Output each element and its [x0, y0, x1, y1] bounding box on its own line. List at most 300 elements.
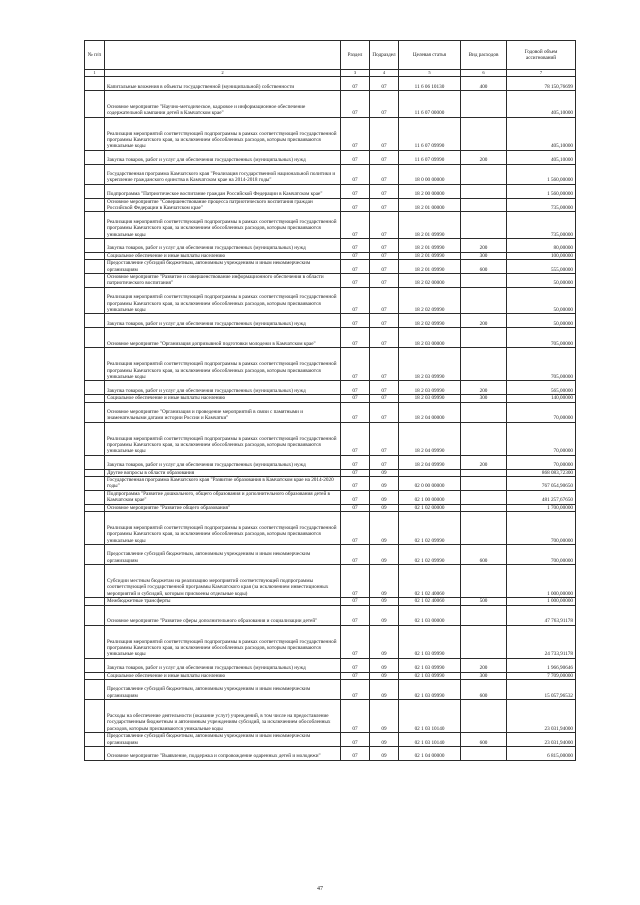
row-num-cell: [85, 455, 105, 469]
row-amount-cell: 70,00000: [507, 422, 576, 455]
row-vr-cell: 600: [461, 545, 507, 565]
row-amount-cell: 1 000,00000: [507, 598, 576, 605]
row-csr-cell: 18 2 00 00000: [399, 184, 461, 198]
row-name-cell: Реализация мероприятий соответствующей подпрограммы в рамках соответствующей государственной программы Камчатского края, за исключением обособленных расходов, которым присваиваются уникальные коды: [105, 287, 341, 314]
row-podrazdel-cell: 07: [370, 274, 399, 288]
row-podrazdel-cell: 07: [370, 260, 399, 274]
row-name-cell: Закупка товаров, работ и услуг для обеспечения государственных (муниципальных) нужд: [105, 150, 341, 164]
row-razdel-cell: 07: [341, 658, 370, 672]
table-row: [85, 395, 576, 402]
row-vr-cell: [461, 348, 507, 381]
table-row: [85, 545, 576, 565]
row-num-cell: [85, 700, 105, 733]
row-name-cell: Социальное обеспечение и иные выплаты населению: [105, 672, 341, 679]
row-vr-cell: 200: [461, 381, 507, 395]
row-podrazdel-cell: 09: [370, 490, 399, 504]
row-name-cell: Закупка товаров, работ и услуг для обеспечения государственных (муниципальных) нужд: [105, 314, 341, 328]
table-row: [85, 184, 576, 198]
row-num-cell: [85, 287, 105, 314]
table-row: [85, 672, 576, 679]
row-vr-cell: 600: [461, 680, 507, 700]
row-vr-cell: 300: [461, 672, 507, 679]
row-amount-cell: 700,00000: [507, 512, 576, 545]
row-podrazdel-cell: 09: [370, 747, 399, 761]
row-podrazdel-cell: 09: [370, 700, 399, 733]
row-razdel-cell: 07: [341, 545, 370, 565]
row-podrazdel-cell: 09: [370, 672, 399, 679]
row-amount-cell: 1 966,90646: [507, 658, 576, 672]
header-podrazdel: Подраздел: [370, 41, 399, 70]
row-csr-cell: 02 1 03 09990: [399, 672, 461, 679]
table-row: [85, 504, 576, 511]
row-podrazdel-cell: 09: [370, 476, 399, 490]
row-csr-cell: 02 1 04 00000: [399, 747, 461, 761]
row-num-cell: [85, 598, 105, 605]
row-num-cell: [85, 164, 105, 184]
row-podrazdel-cell: 09: [370, 504, 399, 511]
row-razdel-cell: 07: [341, 672, 370, 679]
row-razdel-cell: 07: [341, 605, 370, 625]
row-num-cell: [85, 747, 105, 761]
row-num-cell: [85, 512, 105, 545]
row-csr-cell: 02 1 02 00000: [399, 504, 461, 511]
row-num-cell: [85, 328, 105, 348]
row-num-cell: [85, 733, 105, 747]
row-num-cell: [85, 605, 105, 625]
row-vr-cell: [461, 212, 507, 239]
row-name-cell: Основное мероприятие "Организация и проведение мероприятий в связи с памятными и знаменательными датами истории России и Камчатки": [105, 402, 341, 422]
row-amount-cell: 405,10000: [507, 91, 576, 118]
col-number: 3: [341, 70, 370, 77]
row-num-cell: [85, 545, 105, 565]
row-podrazdel-cell: 09: [370, 625, 399, 658]
row-razdel-cell: 07: [341, 91, 370, 118]
row-name-cell: Основное мероприятие "Научно-методическое, кадровое и информационное обеспечение содержательной кампании детей в Камчатском крае": [105, 91, 341, 118]
row-podrazdel-cell: 07: [370, 184, 399, 198]
row-csr-cell: 02 1 03 09990: [399, 680, 461, 700]
row-csr-cell: 18 2 01 00000: [399, 198, 461, 212]
row-podrazdel-cell: 09: [370, 512, 399, 545]
row-podrazdel-cell: 07: [370, 348, 399, 381]
row-name-cell: Государственная программа Камчатского края "Реализация государственной национальной политики и укрепление гражданского единства в Камчатском крае на 2014-2018 годы": [105, 164, 341, 184]
row-vr-cell: 200: [461, 150, 507, 164]
row-podrazdel-cell: 07: [370, 314, 399, 328]
row-csr-cell: [399, 469, 461, 476]
row-name-cell: Субсидии местным бюджетам на реализацию мероприятий соответствующей подпрограммы соответствующей государственной программы Камчатского края (за исключением инвестиционных мероприятий и субсидий, которым присвоены отдельные коды): [105, 565, 341, 598]
row-razdel-cell: 07: [341, 512, 370, 545]
row-name-cell: Закупка товаров, работ и услуг для обеспечения государственных (муниципальных) нужд: [105, 238, 341, 252]
row-razdel-cell: 07: [341, 680, 370, 700]
row-name-cell: Основное мероприятие "Выявление, поддержка и сопровождение одаренных детей и молодежи": [105, 747, 341, 761]
row-amount-cell: 100,00000: [507, 252, 576, 259]
row-csr-cell: 18 2 03 09990: [399, 381, 461, 395]
row-amount-cell: 7 709,00000: [507, 672, 576, 679]
row-amount-cell: 705,00000: [507, 328, 576, 348]
table-row: [85, 348, 576, 381]
col-number: 7: [507, 70, 576, 77]
table-row: [85, 700, 576, 733]
row-vr-cell: 200: [461, 314, 507, 328]
row-num-cell: [85, 490, 105, 504]
row-name-cell: Основное мероприятие "Развитие и совершенствование информационного обеспечения в области патриотического воспитания": [105, 274, 341, 288]
row-csr-cell: 18 2 02 00000: [399, 274, 461, 288]
row-razdel-cell: 07: [341, 733, 370, 747]
row-podrazdel-cell: 07: [370, 328, 399, 348]
row-amount-cell: 50,00000: [507, 274, 576, 288]
row-name-cell: Основное мероприятие "Совершенствование процесса патриотического воспитания граждан Российской Федерации в Камчатском крае": [105, 198, 341, 212]
row-num-cell: [85, 274, 105, 288]
row-razdel-cell: 07: [341, 348, 370, 381]
table-row: [85, 77, 576, 91]
row-num-cell: [85, 238, 105, 252]
row-amount-cell: 23 031,94000: [507, 733, 576, 747]
row-vr-cell: [461, 565, 507, 598]
row-podrazdel-cell: 07: [370, 150, 399, 164]
row-vr-cell: [461, 274, 507, 288]
header-razdel: Раздел: [341, 41, 370, 70]
row-amount-cell: 140,00000: [507, 395, 576, 402]
header-csr: Целевая статья: [399, 41, 461, 70]
table-row: [85, 91, 576, 118]
row-csr-cell: 11 6 07 09990: [399, 117, 461, 150]
row-vr-cell: [461, 625, 507, 658]
row-num-cell: [85, 198, 105, 212]
header-name: [105, 41, 341, 70]
row-vr-cell: [461, 117, 507, 150]
row-podrazdel-cell: 07: [370, 238, 399, 252]
col-number: 1: [85, 70, 105, 77]
row-amount-cell: 1 000,00000: [507, 565, 576, 598]
table-row: [85, 328, 576, 348]
table-row: [85, 455, 576, 469]
row-csr-cell: 18 2 03 09990: [399, 348, 461, 381]
header-amount: Годовой объем ассигнований: [507, 41, 576, 70]
row-csr-cell: 18 0 00 00000: [399, 164, 461, 184]
row-csr-cell: 11 6 07 09990: [399, 150, 461, 164]
row-podrazdel-cell: 07: [370, 422, 399, 455]
row-vr-cell: [461, 328, 507, 348]
row-razdel-cell: 07: [341, 164, 370, 184]
table-row: [85, 625, 576, 658]
table-row: [85, 274, 576, 288]
row-name-cell: Подпрограмма "Патриотическое воспитание граждан Российской Федерации в Камчатском крае": [105, 184, 341, 198]
row-podrazdel-cell: 07: [370, 455, 399, 469]
col-number: 5: [399, 70, 461, 77]
table-body: [85, 77, 576, 760]
row-amount-cell: 700,00000: [507, 545, 576, 565]
row-podrazdel-cell: 07: [370, 91, 399, 118]
row-razdel-cell: 07: [341, 490, 370, 504]
row-vr-cell: [461, 747, 507, 761]
table-row: [85, 469, 576, 476]
row-amount-cell: 70,00000: [507, 402, 576, 422]
row-amount-cell: 80,00000: [507, 238, 576, 252]
row-csr-cell: 02 1 02 40060: [399, 598, 461, 605]
table-header-row: [85, 41, 576, 70]
row-num-cell: [85, 381, 105, 395]
row-amount-cell: 24 733,91178: [507, 625, 576, 658]
row-csr-cell: 18 2 02 09990: [399, 287, 461, 314]
row-name-cell: Основное мероприятие "Организация допризывной подготовки молодежи в Камчатском крае": [105, 328, 341, 348]
row-vr-cell: [461, 198, 507, 212]
row-name-cell: Основное мероприятие "Развитие общего образования": [105, 504, 341, 511]
row-csr-cell: 02 1 03 00000: [399, 605, 461, 625]
table-row: [85, 733, 576, 747]
table-row: [85, 198, 576, 212]
row-vr-cell: [461, 422, 507, 455]
row-name-cell: Закупка товаров, работ и услуг для обеспечения государственных (муниципальных) нужд: [105, 658, 341, 672]
row-csr-cell: 18 2 01 09990: [399, 238, 461, 252]
row-num-cell: [85, 91, 105, 118]
row-razdel-cell: 07: [341, 184, 370, 198]
row-podrazdel-cell: 07: [370, 402, 399, 422]
row-csr-cell: 18 2 01 09990: [399, 252, 461, 259]
row-razdel-cell: 07: [341, 77, 370, 91]
row-vr-cell: [461, 504, 507, 511]
row-vr-cell: [461, 700, 507, 733]
row-name-cell: Расходы на обеспечение деятельности (оказание услуг) учреждений, в том числе на предоставление государственным бюджетным и автономным учреждениям субсидий, за исключением обособленных расходов, которым присваиваются уникальные коды: [105, 700, 341, 733]
row-razdel-cell: 07: [341, 252, 370, 259]
row-name-cell: Реализация мероприятий соответствующей подпрограммы в рамках соответствующей государственной программы Камчатского края, за исключением обособленных расходов, которым присваиваются уникальные коды: [105, 512, 341, 545]
row-razdel-cell: 07: [341, 402, 370, 422]
row-num-cell: [85, 422, 105, 455]
row-podrazdel-cell: 09: [370, 565, 399, 598]
row-podrazdel-cell: 07: [370, 77, 399, 91]
table-row: [85, 680, 576, 700]
row-amount-cell: 481 257,67650: [507, 490, 576, 504]
table-row: [85, 381, 576, 395]
row-podrazdel-cell: 09: [370, 605, 399, 625]
row-csr-cell: 02 1 00 00000: [399, 490, 461, 504]
row-amount-cell: 405,10000: [507, 150, 576, 164]
row-name-cell: Подпрограмма "Развитие дошкольного, общего образования и дополнительного образования детей в Камчатском крае": [105, 490, 341, 504]
row-name-cell: Предоставление субсидий бюджетным, автономным учреждениям и иным некоммерческим организациям: [105, 260, 341, 274]
row-csr-cell: 18 2 01 09990: [399, 260, 461, 274]
row-num-cell: [85, 150, 105, 164]
row-num-cell: [85, 260, 105, 274]
table-row: [85, 314, 576, 328]
row-amount-cell: 565,00000: [507, 381, 576, 395]
row-name-cell: Предоставление субсидий бюджетным, автономным учреждениям и иным некоммерческим организациям: [105, 680, 341, 700]
row-num-cell: [85, 212, 105, 239]
row-csr-cell: 02 1 02 09990: [399, 545, 461, 565]
row-podrazdel-cell: 07: [370, 381, 399, 395]
row-amount-cell: 1 560,00000: [507, 184, 576, 198]
row-vr-cell: 200: [461, 658, 507, 672]
row-podrazdel-cell: 07: [370, 212, 399, 239]
header-num: № п/п: [85, 41, 105, 70]
row-amount-cell: 23 031,94000: [507, 700, 576, 733]
row-razdel-cell: 07: [341, 238, 370, 252]
row-vr-cell: [461, 490, 507, 504]
row-num-cell: [85, 252, 105, 259]
row-vr-cell: [461, 287, 507, 314]
row-vr-cell: [461, 91, 507, 118]
table-row: [85, 252, 576, 259]
column-number-row: [85, 70, 576, 77]
row-amount-cell: 868 083,72300: [507, 469, 576, 476]
row-razdel-cell: 07: [341, 381, 370, 395]
row-razdel-cell: 07: [341, 476, 370, 490]
table-row: [85, 747, 576, 761]
header-vr: Вид расходов: [461, 41, 507, 70]
row-num-cell: [85, 672, 105, 679]
row-name-cell: Реализация мероприятий соответствующей подпрограммы в рамках соответствующей государственной программы Камчатского края, за исключением обособленных расходов, которым присваиваются уникальные коды: [105, 117, 341, 150]
row-csr-cell: 11 6 06 10130: [399, 77, 461, 91]
row-razdel-cell: 07: [341, 625, 370, 658]
row-name-cell: Социальное обеспечение и иные выплаты населению: [105, 252, 341, 259]
row-amount-cell: 1 560,00000: [507, 164, 576, 184]
row-podrazdel-cell: 07: [370, 287, 399, 314]
row-razdel-cell: 07: [341, 212, 370, 239]
row-num-cell: [85, 77, 105, 91]
row-vr-cell: [461, 184, 507, 198]
row-podrazdel-cell: 07: [370, 198, 399, 212]
row-name-cell: Реализация мероприятий соответствующей подпрограммы в рамках соответствующей государственной программы Камчатского края, за исключением обособленных расходов, которым присваиваются уникальные коды: [105, 348, 341, 381]
row-razdel-cell: 07: [341, 747, 370, 761]
row-num-cell: [85, 469, 105, 476]
row-csr-cell: 18 2 04 09990: [399, 422, 461, 455]
row-razdel-cell: 07: [341, 150, 370, 164]
row-podrazdel-cell: 07: [370, 164, 399, 184]
row-name-cell: Другие вопросы в области образования: [105, 469, 341, 476]
row-num-cell: [85, 680, 105, 700]
row-razdel-cell: 07: [341, 274, 370, 288]
page-number: 47: [317, 886, 323, 892]
row-num-cell: [85, 395, 105, 402]
row-name-cell: Закупка товаров, работ и услуг для обеспечения государственных (муниципальных) нужд: [105, 381, 341, 395]
row-razdel-cell: 07: [341, 565, 370, 598]
row-razdel-cell: 07: [341, 328, 370, 348]
row-name-cell: Закупка товаров, работ и услуг для обеспечения государственных (муниципальных) нужд: [105, 455, 341, 469]
row-vr-cell: 600: [461, 733, 507, 747]
row-csr-cell: 02 1 02 40060: [399, 565, 461, 598]
row-amount-cell: 50,00000: [507, 314, 576, 328]
row-name-cell: Реализация мероприятий соответствующей подпрограммы в рамках соответствующей государственной программы Камчатского края, за исключением обособленных расходов, которым присваиваются уникальные коды: [105, 212, 341, 239]
row-name-cell: Реализация мероприятий соответствующей подпрограммы в рамках соответствующей государственной программы Камчатского края, за исключением обособленных расходов, которым присваиваются уникальные коды: [105, 422, 341, 455]
row-num-cell: [85, 184, 105, 198]
row-num-cell: [85, 117, 105, 150]
row-csr-cell: 18 2 04 00000: [399, 402, 461, 422]
col-number: 6: [461, 70, 507, 77]
row-amount-cell: 405,10000: [507, 117, 576, 150]
row-csr-cell: 02 1 03 09990: [399, 625, 461, 658]
row-amount-cell: 70,00000: [507, 455, 576, 469]
row-csr-cell: 02 1 03 10140: [399, 733, 461, 747]
row-name-cell: Межбюджетные трансферты: [105, 598, 341, 605]
row-amount-cell: 767 054,90650: [507, 476, 576, 490]
table-row: [85, 476, 576, 490]
row-podrazdel-cell: 07: [370, 117, 399, 150]
table-row: [85, 238, 576, 252]
row-razdel-cell: 07: [341, 198, 370, 212]
row-razdel-cell: 07: [341, 469, 370, 476]
row-vr-cell: 200: [461, 455, 507, 469]
row-csr-cell: 02 0 00 00000: [399, 476, 461, 490]
row-amount-cell: 555,00000: [507, 260, 576, 274]
row-name-cell: Социальное обеспечение и иные выплаты населению: [105, 395, 341, 402]
col-number: 2: [105, 70, 341, 77]
row-vr-cell: 300: [461, 252, 507, 259]
table-row: [85, 565, 576, 598]
row-name-cell: Государственная программа Камчатского края "Развитие образования в Камчатском крае на 2014-2020 годы": [105, 476, 341, 490]
row-csr-cell: 02 1 03 09990: [399, 658, 461, 672]
table-row: [85, 164, 576, 184]
row-name-cell: Капитальные вложения в объекты государственной (муниципальной) собственности: [105, 77, 341, 91]
table-row: [85, 260, 576, 274]
row-podrazdel-cell: 09: [370, 733, 399, 747]
row-csr-cell: 18 2 03 00000: [399, 328, 461, 348]
row-amount-cell: 735,00000: [507, 212, 576, 239]
row-podrazdel-cell: 09: [370, 598, 399, 605]
row-podrazdel-cell: 07: [370, 252, 399, 259]
row-razdel-cell: 07: [341, 117, 370, 150]
table-row: [85, 598, 576, 605]
row-csr-cell: 18 2 01 09990: [399, 212, 461, 239]
row-podrazdel-cell: 09: [370, 680, 399, 700]
row-razdel-cell: 07: [341, 700, 370, 733]
row-vr-cell: [461, 605, 507, 625]
budget-table: [84, 40, 576, 761]
col-number: 4: [370, 70, 399, 77]
row-csr-cell: 02 1 03 10140: [399, 700, 461, 733]
row-amount-cell: 705,00000: [507, 348, 576, 381]
row-name-cell: Реализация мероприятий соответствующей подпрограммы в рамках соответствующей государственной программы Камчатского края, за исключением обособленных расходов, которым присваиваются уникальные коды: [105, 625, 341, 658]
row-razdel-cell: 07: [341, 422, 370, 455]
table-row: [85, 402, 576, 422]
row-amount-cell: 50,00000: [507, 287, 576, 314]
row-num-cell: [85, 348, 105, 381]
row-csr-cell: 18 2 02 09990: [399, 314, 461, 328]
row-amount-cell: 6 815,00000: [507, 747, 576, 761]
table-row: [85, 490, 576, 504]
row-vr-cell: [461, 402, 507, 422]
row-vr-cell: 400: [461, 77, 507, 91]
row-amount-cell: 47 763,91178: [507, 605, 576, 625]
row-vr-cell: 500: [461, 598, 507, 605]
row-vr-cell: 600: [461, 260, 507, 274]
row-name-cell: Предоставление субсидий бюджетным, автономным учреждениям и иным некоммерческим организациям: [105, 545, 341, 565]
row-vr-cell: 200: [461, 238, 507, 252]
row-vr-cell: [461, 512, 507, 545]
row-vr-cell: 300: [461, 395, 507, 402]
row-vr-cell: [461, 469, 507, 476]
row-razdel-cell: 07: [341, 287, 370, 314]
table-row: [85, 287, 576, 314]
table-row: [85, 212, 576, 239]
table-row: [85, 150, 576, 164]
row-amount-cell: 15 057,96532: [507, 680, 576, 700]
row-razdel-cell: 07: [341, 395, 370, 402]
row-num-cell: [85, 625, 105, 658]
row-num-cell: [85, 402, 105, 422]
row-num-cell: [85, 565, 105, 598]
row-vr-cell: [461, 476, 507, 490]
row-amount-cell: 78 150,76699: [507, 77, 576, 91]
row-podrazdel-cell: 09: [370, 469, 399, 476]
table-row: [85, 422, 576, 455]
row-razdel-cell: 07: [341, 260, 370, 274]
table-row: [85, 512, 576, 545]
row-name-cell: Предоставление субсидий бюджетным, автономным учреждениям и иным некоммерческим организациям: [105, 733, 341, 747]
row-csr-cell: 18 2 03 09990: [399, 395, 461, 402]
row-razdel-cell: 07: [341, 504, 370, 511]
table-row: [85, 658, 576, 672]
row-csr-cell: 18 2 04 09990: [399, 455, 461, 469]
row-podrazdel-cell: 09: [370, 658, 399, 672]
row-amount-cell: 1 700,00000: [507, 504, 576, 511]
row-num-cell: [85, 658, 105, 672]
